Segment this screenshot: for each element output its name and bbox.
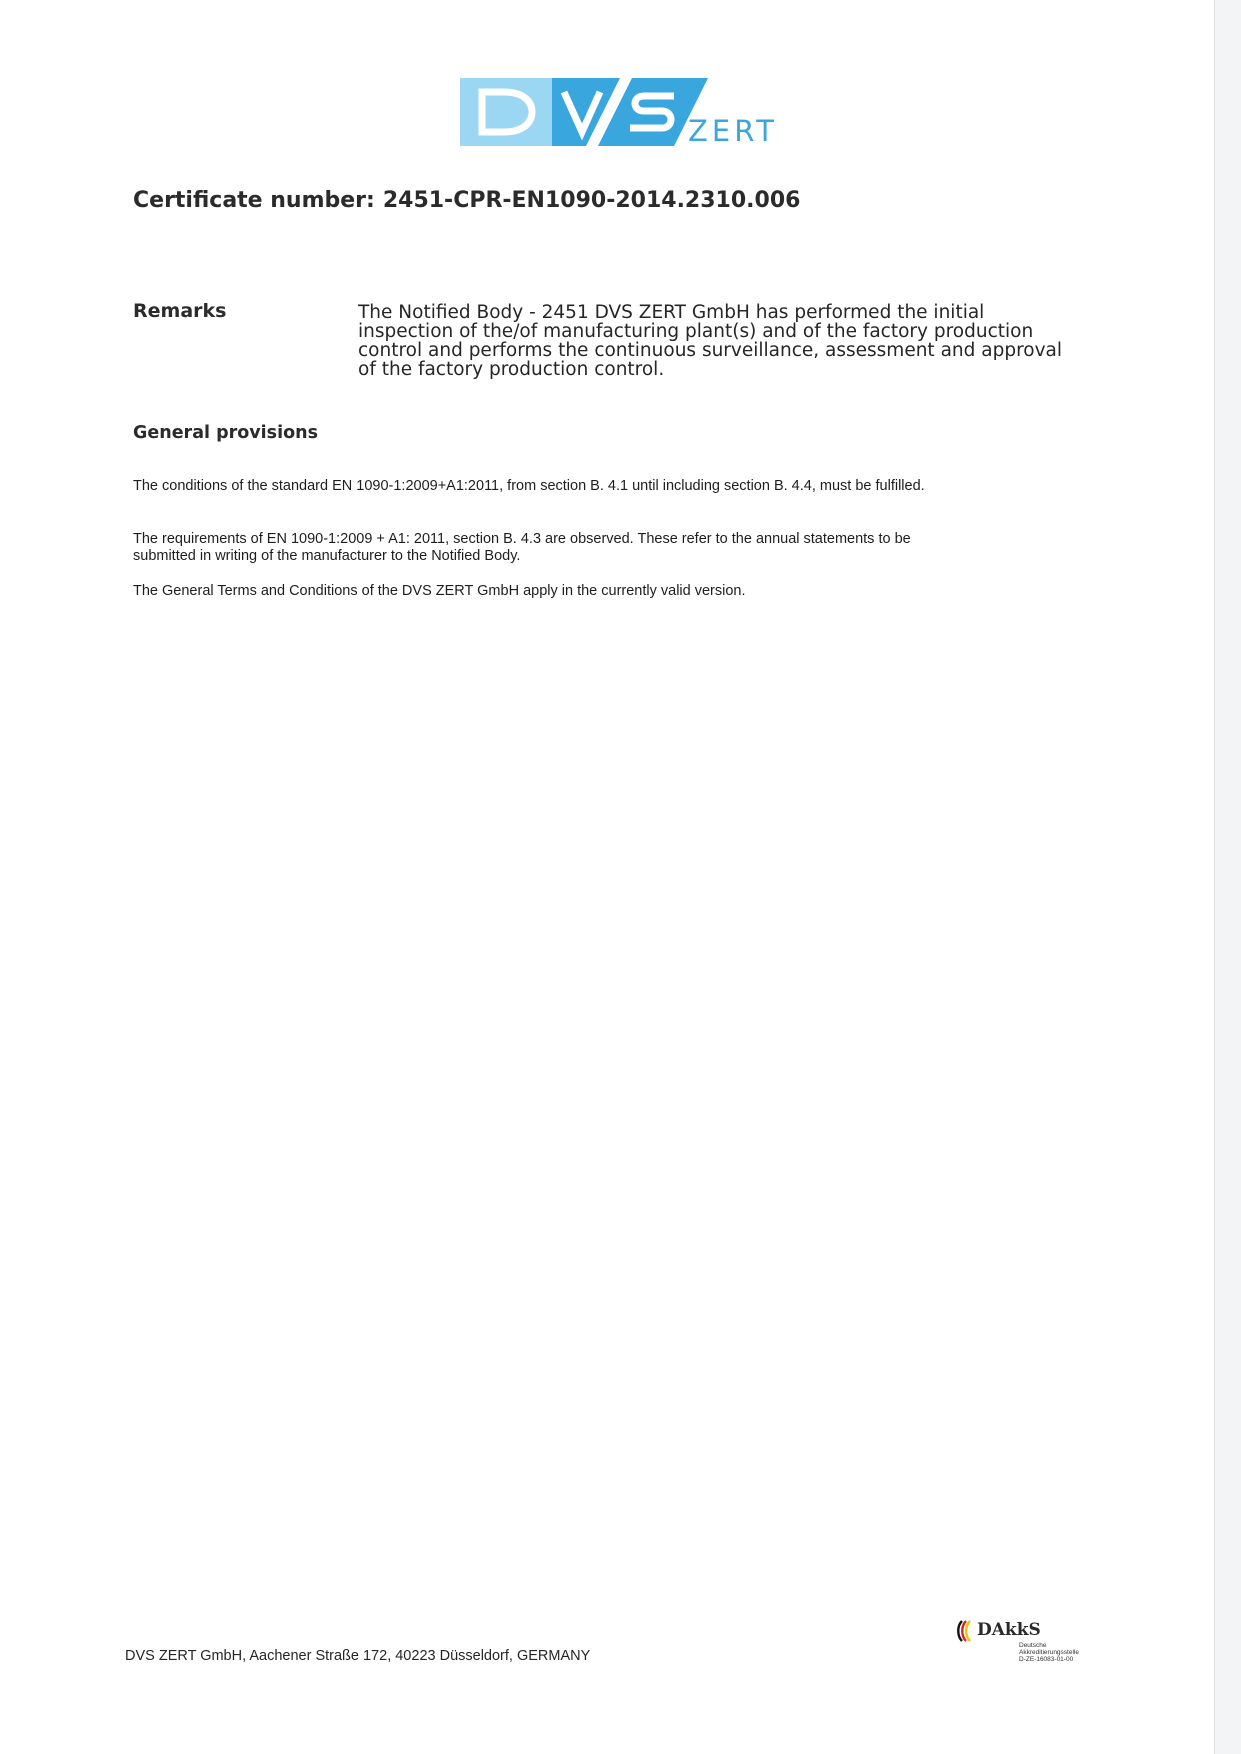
logo-zert-text: ZERT (688, 114, 778, 148)
dakks-accreditation-mark (955, 1618, 1105, 1668)
general-provisions-heading: General provisions (133, 423, 318, 443)
dakks-name: DAkkS (977, 1620, 1041, 1640)
dakks-flag-icon (955, 1620, 975, 1642)
remarks-text: The Notified Body - 2451 DVS ZERT GmbH has performed the initial inspection of the/of manufacturing plant(s) and of the factory production control and performs the continuous surveillance, assessment and approval of the factory production control. (358, 302, 1063, 380)
provision-paragraph: The requirements of EN 1090-1:2009 + A1: 2011, section B. 4.3 are observed. These refer to the annual statements to be submitted in writing of the manufacturer to the Notified Body. (133, 531, 911, 564)
provision-paragraph: The General Terms and Conditions of the DVS ZERT GmbH apply in the currently valid version. (133, 583, 746, 599)
dvs-zert-logo (460, 78, 780, 150)
dakks-line-3: D-ZE-16083-01-00 (1019, 1656, 1074, 1663)
footer-address: DVS ZERT GmbH, Aachener Straße 172, 40223 Düsseldorf, GERMANY (125, 1648, 591, 1664)
remarks-heading: Remarks (133, 300, 227, 322)
dakks-line-1: Deutsche (1019, 1642, 1047, 1649)
certificate-number-label: Certificate number: (133, 188, 375, 213)
provision-paragraph: The conditions of the standard EN 1090-1:2009+A1:2011, from section B. 4.1 until including section B. 4.4, must be fulfilled. (133, 478, 925, 494)
dakks-line-2: Akkreditierungsstelle (1019, 1649, 1079, 1656)
certificate-number (133, 188, 800, 213)
certificate-number-value: 2451-CPR-EN1090-2014.2310.006 (382, 188, 801, 213)
scan-edge (1214, 0, 1241, 1754)
